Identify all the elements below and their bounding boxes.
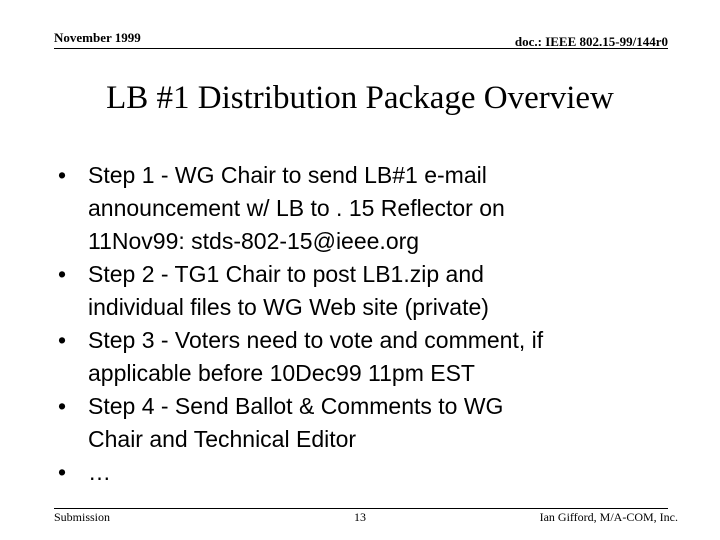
bullet-text-line: Step 4 - Send Ballot & Comments to WG	[88, 393, 504, 419]
bullet-item	[58, 390, 668, 456]
bullet-item	[58, 324, 668, 390]
footer-author: Ian Gifford, M/A-COM, Inc.	[539, 510, 678, 524]
bullet-item	[58, 456, 668, 489]
bullet-text-line: applicable before 10Dec99 11pm EST	[88, 360, 475, 386]
bullet-list	[58, 159, 668, 489]
bullet-marker: •	[58, 393, 67, 419]
bullet-text-line: individual files to WG Web site (private)	[88, 294, 489, 320]
footer-submission: Submission	[54, 510, 111, 524]
header-date: November 1999	[54, 30, 141, 45]
bullet-marker: •	[58, 459, 67, 485]
bullet-text-line: …	[88, 459, 111, 485]
bullet-marker: •	[58, 162, 67, 188]
bullet-item	[58, 159, 668, 258]
slide-title: LB #1 Distribution Package Overview	[106, 80, 614, 116]
bullet-marker: •	[58, 261, 67, 287]
bullet-marker: •	[58, 327, 67, 353]
footer-divider	[54, 508, 668, 509]
footer-page-number: 13	[354, 510, 366, 524]
bullet-text-line: Chair and Technical Editor	[88, 426, 357, 452]
bullet-text-line: announcement w/ LB to . 15 Reflector on	[88, 195, 505, 221]
header-divider	[54, 48, 668, 49]
bullet-text-line: Step 3 - Voters need to vote and comment, if	[88, 327, 544, 353]
bullet-text-line: 11Nov99: stds-802-15@ieee.org	[88, 228, 420, 254]
header-doc-id: doc.: IEEE 802.15-99/144r0	[514, 34, 668, 49]
bullet-item	[58, 258, 668, 324]
bullet-text-line: Step 1 - WG Chair to send LB#1 e-mail	[88, 162, 487, 188]
bullet-text-line: Step 2 - TG1 Chair to post LB1.zip and	[88, 261, 484, 287]
